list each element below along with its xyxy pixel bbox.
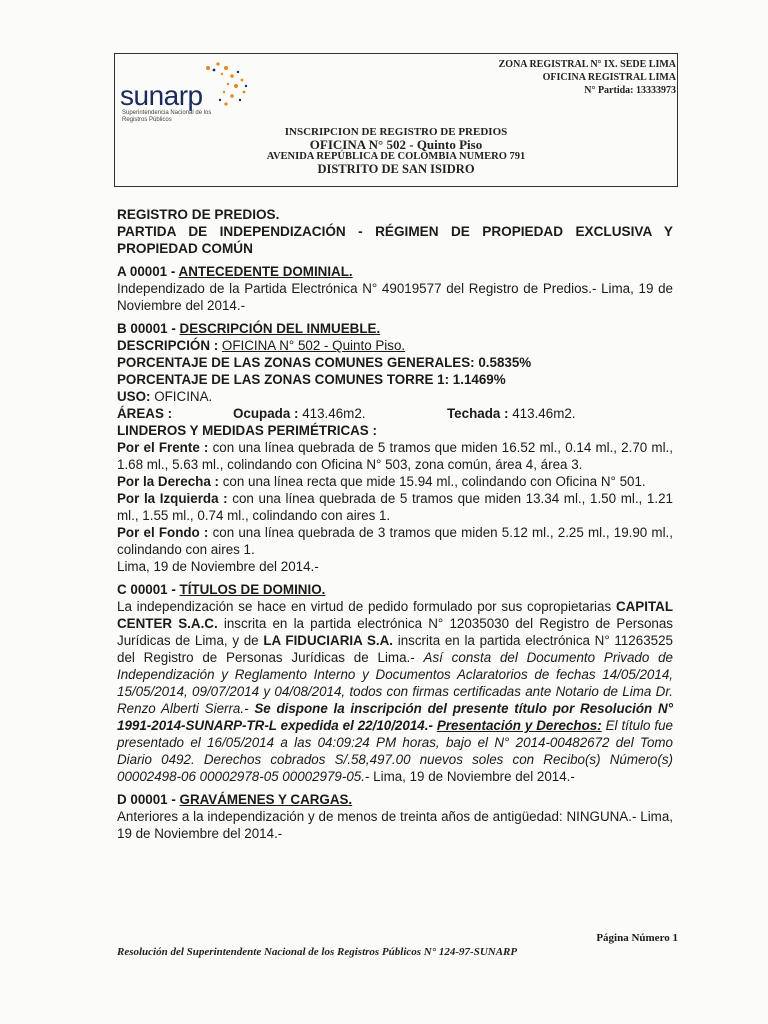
zonas-torre: PORCENTAJE DE LAS ZONAS COMUNES TORRE 1: 1.1469% — [117, 372, 506, 387]
logo-tagline: Superintendencia Nacional de los Registros Públicos — [122, 110, 212, 123]
section-d-title: GRAVÁMENES Y CARGAS. — [179, 792, 353, 807]
document-body — [117, 206, 673, 842]
section-b-heading: B 00001 - DESCRIPCIÓN DEL INMUEBLE. — [117, 321, 381, 336]
title-line-1: INSCRIPCION DE REGISTRO DE PREDIOS — [284, 126, 508, 138]
lindero-fondo: Por el Fondo : con una línea quebrada de 3 tramos que miden 5.12 ml., 2.25 ml., 19.90 ml., colindando con aires 1. — [117, 525, 673, 557]
page-number: Página Número 1 — [596, 932, 678, 944]
section-a-text: Independizado de la Partida Electrónica N° 49019577 del Registro de Predios.- Lima, 19 de Noviembre del 2014.- — [117, 281, 673, 313]
linderos-heading: LINDEROS Y MEDIDAS PERIMÉTRICAS : — [117, 423, 377, 438]
document-title — [114, 126, 678, 176]
section-a-title: ANTECEDENTE DOMINIAL. — [178, 264, 353, 279]
numero-partida: N° Partida: 13333973 — [584, 85, 676, 96]
section-b-title: DESCRIPCIÓN DEL INMUEBLE. — [179, 321, 381, 336]
zonas-generales: PORCENTAJE DE LAS ZONAS COMUNES GENERALES: 0.5835% — [117, 355, 532, 370]
registro-heading: REGISTRO DE PREDIOS. — [117, 207, 280, 222]
sunarp-logo — [118, 58, 258, 128]
section-a-heading: A 00001 - ANTECEDENTE DOMINIAL. — [117, 264, 353, 279]
logo-wordmark: sunarp — [120, 80, 203, 111]
zona-registral: ZONA REGISTRAL N° IX. SEDE LIMA — [498, 59, 676, 70]
partida-heading: PARTIDA DE INDEPENDIZACIÓN - RÉGIMEN DE PROPIEDAD EXCLUSIVA Y PROPIEDAD COMÚN — [117, 224, 673, 256]
footer-resolution: Resolución del Superintendente Nacional de los Registros Públicos N° 124-97-SUNARP — [117, 946, 518, 958]
lindero-izquierda: Por la Izquierda : con una línea quebrada de 5 tramos que miden 13.34 ml., 1.50 ml., 1.21 ml., 1.55 ml., 0.74 ml., colindando con aires 1. — [117, 491, 673, 523]
lindero-frente: Por el Frente : con una línea quebrada de 5 tramos que miden 16.52 ml., 0.14 ml., 2.70 ml., 1.68 ml., 5.63 ml., colindando con Oficina N° 503, zona común, área 4, área 3. — [117, 440, 673, 472]
oficina-registral: OFICINA REGISTRAL LIMA — [542, 72, 676, 83]
section-d-text: Anteriores a la independización y de menos de treinta años de antigüedad: NINGUNA.- Lima, 19 de Noviembre del 2014.- — [117, 809, 673, 841]
section-c-heading: C 00001 - TÍTULOS DE DOMINIO. — [117, 582, 326, 597]
title-line-2: OFICINA N° 502 - Quinto Piso — [309, 137, 483, 152]
section-d-heading: D 00001 - GRAVÁMENES Y CARGAS. — [117, 792, 353, 807]
descripcion-line: DESCRIPCIÓN : OFICINA N° 502 - Quinto Piso. — [117, 338, 406, 353]
areas-line: ÁREAS : Ocupada : 413.46m2. Techada : 413.46m2. — [117, 406, 576, 421]
section-b-date: Lima, 19 de Noviembre del 2014.- — [117, 559, 319, 574]
uso-line: USO: OFICINA. — [117, 389, 213, 404]
title-line-3: AVENIDA REPÚBLICA DE COLOMBIA NUMERO 791 — [266, 151, 526, 162]
sunarp-starburst-icon — [196, 58, 256, 118]
section-c-text: La independización se hace en virtud de pedido formulado por sus copropietarias CAPITAL CENTER S.A.C. inscrita en la partida electrónica N° 12035030 del Registro de Personas Jurídicas de Lima, y de LA FIDUCIARIA S.A. inscrita en la partida electrónica N° 11263525 del Registro de Personas Jurídicas de Lima.- Así consta del Documento Privado de Independización y Reglamento Interno y Documentos Aclaratorios de fechas 14/05/2014, 15/05/2014, 09/07/2014 y 04/08/2014, todos con firmas certificadas ante Notario de Lima Dr. Renzo Alberti Sierra.- Se dispone la inscripción del presente título por Resolución N° 1991-2014-SUNARP-TR-L expedida el 22/10/2014.- Presentación y Derechos: El título fue presentado el 16/05/2014 a las 04:09:24 PM horas, bajo el N° 2014-00482672 del Tomo Diario 0492. Derechos cobrados S/.58,497.00 nuevos soles con Recibo(s) Número(s) 00002498-06 00002978-05 00002979-05.- Lima, 19 de Noviembre del 2014.- — [117, 599, 674, 784]
section-c-title: TÍTULOS DE DOMINIO. — [179, 582, 326, 597]
title-line-4: DISTRITO DE SAN ISIDRO — [317, 162, 475, 176]
lindero-derecha: Por la Derecha : con una línea recta que mide 15.94 ml., colindando con Oficina N° 501. — [117, 474, 646, 489]
office-info — [499, 58, 676, 97]
